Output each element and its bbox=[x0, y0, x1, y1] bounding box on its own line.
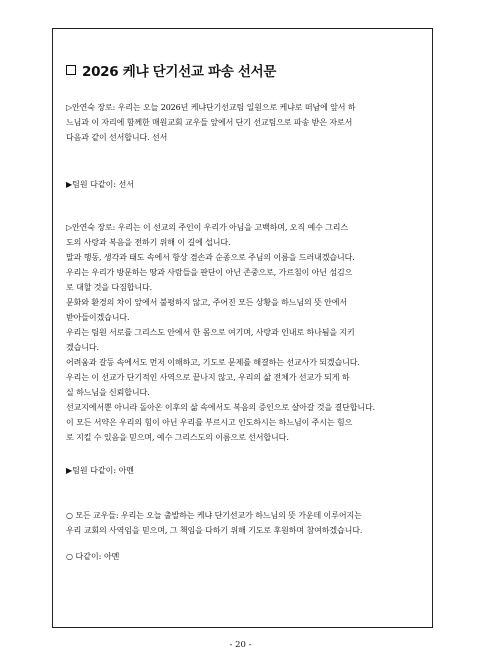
oath-intro-line: 느님과 이 자리에 함께한 매원교회 교우들 앞에서 단기 선교팀으로 파송 받은 자로서 bbox=[66, 118, 353, 127]
document-title-text: 2026 케냐 단기선교 파송 선서문 bbox=[82, 64, 277, 80]
oath-body-line: 우리는 우리가 방문하는 땅과 사람들을 판단이 아닌 존중으로, 가르침이 아닌 섬김으 bbox=[66, 268, 353, 277]
oath-body-line: ▷안연숙 장로: 우리는 이 선교의 주인이 우리가 아님을 고백하며, 오직 예수 그리스 bbox=[66, 223, 349, 232]
checkbox-icon bbox=[66, 65, 76, 75]
oath-body-line: 실 하느님을 신뢰합니다. bbox=[66, 388, 150, 397]
oath-body bbox=[66, 220, 421, 445]
oath-body-line: 어려움과 갈등 속에서도 먼저 이해하고, 기도로 문제를 해결하는 선교사가 되겠습니다. bbox=[66, 358, 360, 367]
team-response-oath: ▶팀원 다같이: 선서 bbox=[66, 180, 135, 189]
oath-body-line: 겠습니다. bbox=[66, 343, 99, 352]
page-number: - 20 - bbox=[229, 640, 252, 650]
oath-body-line: 도의 사랑과 복음을 전하기 위해 이 길에 섭니다. bbox=[66, 238, 231, 247]
oath-body-line: 이 모든 서약은 우리의 힘이 아닌 우리를 부르시고 인도하시는 하느님이 주시는 힘으 bbox=[66, 418, 353, 427]
all-response-amen: ○ 다같이: 아멘 bbox=[66, 552, 120, 561]
oath-body-line: 로 지킬 수 있음을 믿으며, 예수 그리스도의 이름으로 선서합니다. bbox=[66, 433, 289, 442]
congregation-pledge-line: ○ 모든 교우들: 우리는 오늘 출발하는 케냐 단기선교가 하느님의 뜻 가운데 이루어지는 bbox=[66, 511, 362, 520]
oath-intro-line: 다음과 같이 선서합니다. 선서 bbox=[66, 133, 168, 142]
oath-body-line: 말과 행동, 생각과 태도 속에서 항상 겸손과 순종으로 주님의 이름을 드러내겠습니다. bbox=[66, 253, 355, 262]
congregation-pledge-line: 우리 교회의 사역임을 믿으며, 그 책임을 다하기 위해 기도로 후원하며 참여하겠습니다. bbox=[66, 526, 363, 535]
oath-intro bbox=[66, 100, 421, 145]
oath-body-line: 선교지에서뿐 아니라 돌아온 이후의 삶 속에서도 복음의 증인으로 살아갈 것을 결단합니다. bbox=[66, 403, 376, 412]
team-response-amen: ▶팀원 다같이: 아멘 bbox=[66, 466, 135, 475]
congregation-pledge bbox=[66, 508, 421, 538]
document-title bbox=[66, 60, 426, 80]
oath-body-line: 받아들이겠습니다. bbox=[66, 313, 130, 322]
oath-body-line: 우리는 이 선교가 단기적인 사역으로 끝나지 않고, 우리의 삶 전체가 선교가 되게 하 bbox=[66, 373, 350, 382]
oath-body-line: 로 대할 것을 다짐합니다. bbox=[66, 283, 153, 292]
oath-intro-line: ▷안연숙 장로: 우리는 오늘 2026년 케냐단기선교팀 일원으로 케냐로 떠남에 앞서 하 bbox=[66, 103, 356, 112]
oath-body-line: 우리는 팀원 서로를 그리스도 안에서 한 몸으로 여기며, 사랑과 인내로 하나됨을 지키 bbox=[66, 328, 355, 337]
oath-body-line: 문화와 환경의 차이 앞에서 불평하지 않고, 주어진 모든 상황을 하느님의 뜻 안에서 bbox=[66, 298, 348, 307]
